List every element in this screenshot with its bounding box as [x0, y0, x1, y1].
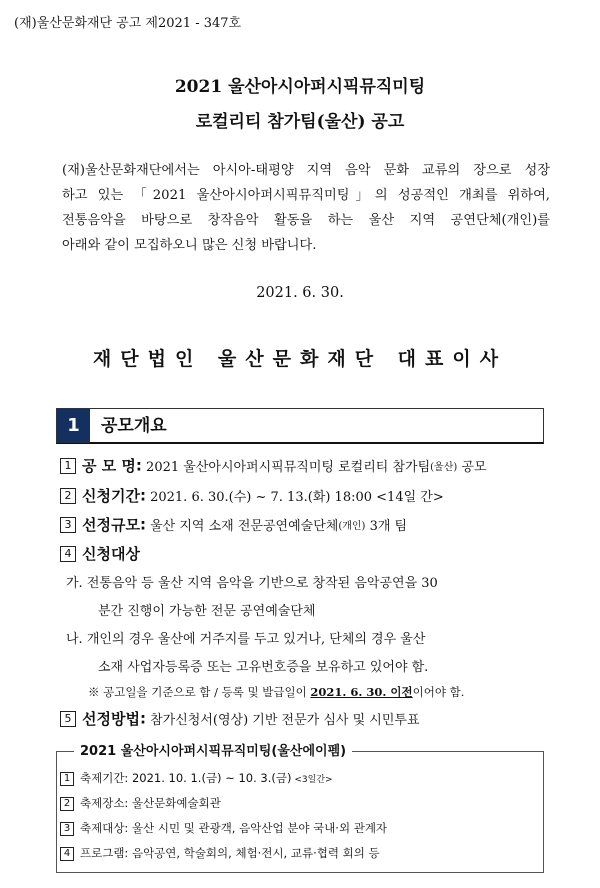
item-colon: : [139, 709, 146, 728]
notice-date: 2021. 6. 30. [256, 285, 344, 301]
target-line: 분간 진행이 가능한 전문 공연예술단체 [98, 604, 316, 619]
item-value: 2021. 6. 30.(수) ~ 7. 13.(화) 18:00 <14일 간> [145, 490, 444, 505]
item-colon: : [139, 515, 146, 534]
item-value: 참가신청서(영상) 기반 전문가 심사 및 시민투표 [145, 713, 420, 728]
item-value-small: (개인) [338, 521, 366, 532]
item-value-tail: 3개 팀 [365, 519, 408, 534]
section-number: 1 [57, 409, 90, 443]
item-colon: : [135, 456, 142, 475]
eligibility-note [88, 684, 464, 700]
item-label: 선정방법 [82, 710, 140, 728]
item-label: 선정규모 [82, 516, 140, 534]
overview-item [60, 485, 444, 506]
notice-title-line2: 로컬리티 참가팀(울산) 공고 [195, 112, 405, 132]
item-number-box: 4 [60, 546, 76, 562]
intro-line: 전통음악을 바탕으로 창작음악 활동을 하는 울산 지역 공연단체(개인)를 [62, 213, 550, 228]
note-text: ※ 공고일을 기준으로 함 / 등록 및 발급일이 [88, 685, 311, 699]
festival-item-small: <3일간> [291, 775, 333, 785]
item-number-box: 5 [60, 711, 76, 727]
festival-item [60, 770, 333, 786]
item-number-box: 2 [60, 797, 74, 811]
intro-paragraph [62, 158, 550, 258]
item-label: 공 모 명 [82, 457, 136, 475]
overview-item [60, 455, 487, 476]
overview-item [60, 708, 420, 729]
item-value: 울산 지역 소재 전문공연예술단체 [145, 519, 339, 534]
target-line: 가. 전통음악 등 울산 지역 음악을 기반으로 창작된 음악공연을 30 [66, 576, 438, 591]
section-header [56, 408, 544, 444]
target-line: 나. 개인의 경우 울산에 거주지를 두고 있거나, 단체의 경우 울산 [66, 632, 426, 647]
item-value-small: (울산) [430, 462, 458, 473]
festival-item [60, 795, 221, 811]
festival-title: 2021 울산아시아퍼시픽뮤직미팅(울산에이펨) [74, 740, 352, 759]
notice-serial: (재)울산문화재단 공고 제2021 - 347호 [14, 16, 242, 31]
festival-item-text: 축제장소: 울산문화예술회관 [80, 796, 221, 810]
festival-item-text: 축제기간: 2021. 10. 1.(금) ~ 10. 3.(금) [80, 771, 292, 785]
section-title: 공모개요 [101, 416, 167, 436]
item-number-box: 3 [60, 517, 76, 533]
festival-item [60, 820, 387, 836]
item-label: 신청대상 [82, 545, 140, 563]
festival-item-text: 프로그램: 음악공연, 학술회의, 체험·전시, 교류·협력 회의 등 [80, 846, 380, 860]
festival-item [60, 845, 380, 861]
item-number-box: 1 [60, 772, 74, 786]
note-text: 이어야 함. [412, 685, 465, 699]
item-colon: : [139, 486, 146, 505]
intro-line: (재)울산문화재단에서는 아시아-태평양 지역 음악 문화 교류의 장으로 성장 [62, 163, 550, 178]
item-number-box: 2 [60, 488, 76, 504]
item-number-box: 3 [60, 822, 74, 836]
issuer-name: 재단법인 울산문화재단 대표이사 [92, 348, 508, 370]
item-value: 2021 울산아시아퍼시픽뮤직미팅 로컬리티 참가팀 [141, 460, 431, 475]
festival-item-text: 축제대상: 울산 시민 및 관광객, 음악산업 분야 국내·외 관계자 [80, 821, 388, 835]
item-number-box: 4 [60, 847, 74, 861]
item-value-tail: 공모 [457, 460, 487, 475]
overview-item [60, 543, 140, 564]
item-label: 신청기간 [82, 487, 140, 505]
note-deadline: 2021. 6. 30. 이전 [310, 685, 413, 699]
overview-item [60, 514, 407, 535]
item-number-box: 1 [60, 458, 76, 474]
notice-title-line1: 2021 울산아시아퍼시픽뮤직미팅 [174, 77, 426, 97]
target-line: 소재 사업자등록증 또는 고유번호증을 보유하고 있어야 함. [98, 660, 429, 675]
intro-line: 하고 있는 「2021 울산아시아퍼시픽뮤직미팅」의 성공적인 개최를 위하여, [62, 188, 550, 203]
intro-line: 아래와 같이 모집하오니 많은 신청 바랍니다. [62, 238, 317, 253]
